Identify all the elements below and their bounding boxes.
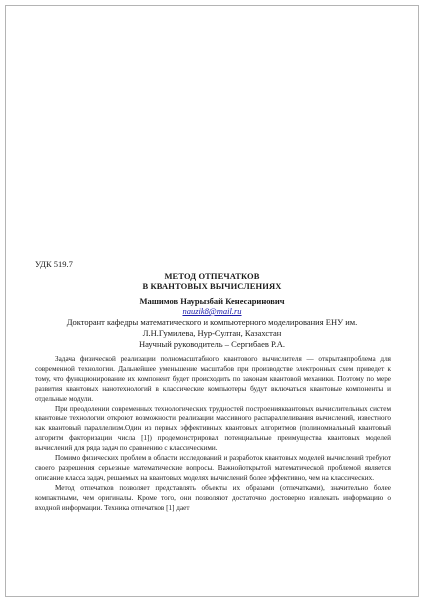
body-paragraph: При преодолении современных технологических трудностей построенияквантовых вычислительных систем квантовые технологии откроют возможности реализации массивного распараллеливания вычислений, известного как квантовый параллелизм.Один из первых эффективных квантовых алгоритмов (полиномиальный квантовый алгоритм факторизации числа [1]) продемонстрировал потенциальные преимущества квантовых моделей вычислений для ряда задач по сравнению с классическими. [35,404,391,453]
body-paragraph: Задача физической реализации полномасштабного квантового вычислителя — открытаяпроблема для современной технологии. Дальнейшее уменьшение масштабов при производстве электронных схем приведет к тому, что функционирование их компонент будет происходить по законам квантовой механики. Поэтому по мере развития квантовых нанотехнологий в классические компьютеры будут включаться квантовые компоненты и отдельные модули. [35,355,391,403]
article-title-line-1: МЕТОД ОТПЕЧАТКОВ [164,271,260,281]
author-affiliation-line-1: Докторант кафедры математического и компьютерного моделирования ЕНУ им. [66,317,358,327]
body-paragraph: Метод отпечатков позволяет представлять объекты их образами (отпечатками), значительно более компактными, чем оригиналы. Кроме того, они позволяют достаточно достоверно извлекать информацию о входной информации. Техника отпечатков [1] дает [35,483,391,512]
author-name: Машимов Наурызбай Кенесаринович [139,296,285,306]
author-email-link[interactable]: nauzik8@mail.ru [182,306,242,316]
supervisor-line: Научный руководитель – Сергибаев Р.А. [138,339,286,349]
author-affiliation-line-2: Л.Н.Гумилева, Нур-Султан, Казахстан [142,328,282,338]
body-paragraph: Помимо физических проблем в области исследований и разработок квантовых моделей вычислений требуют своего разрешения серьезные математические вопросы. Важнойоткрытой математической проблемой является описание класса задач, решаемых на квантовых моделях вычислений более эффективно, чем на классических. [35,454,391,482]
article-body [35,355,391,514]
author-email-line [0,306,424,317]
udk-code: УДК 519.7 [35,259,73,269]
article-title-line-2: В КВАНТОВЫХ ВЫЧИСЛЕНИЯХ [142,281,282,291]
